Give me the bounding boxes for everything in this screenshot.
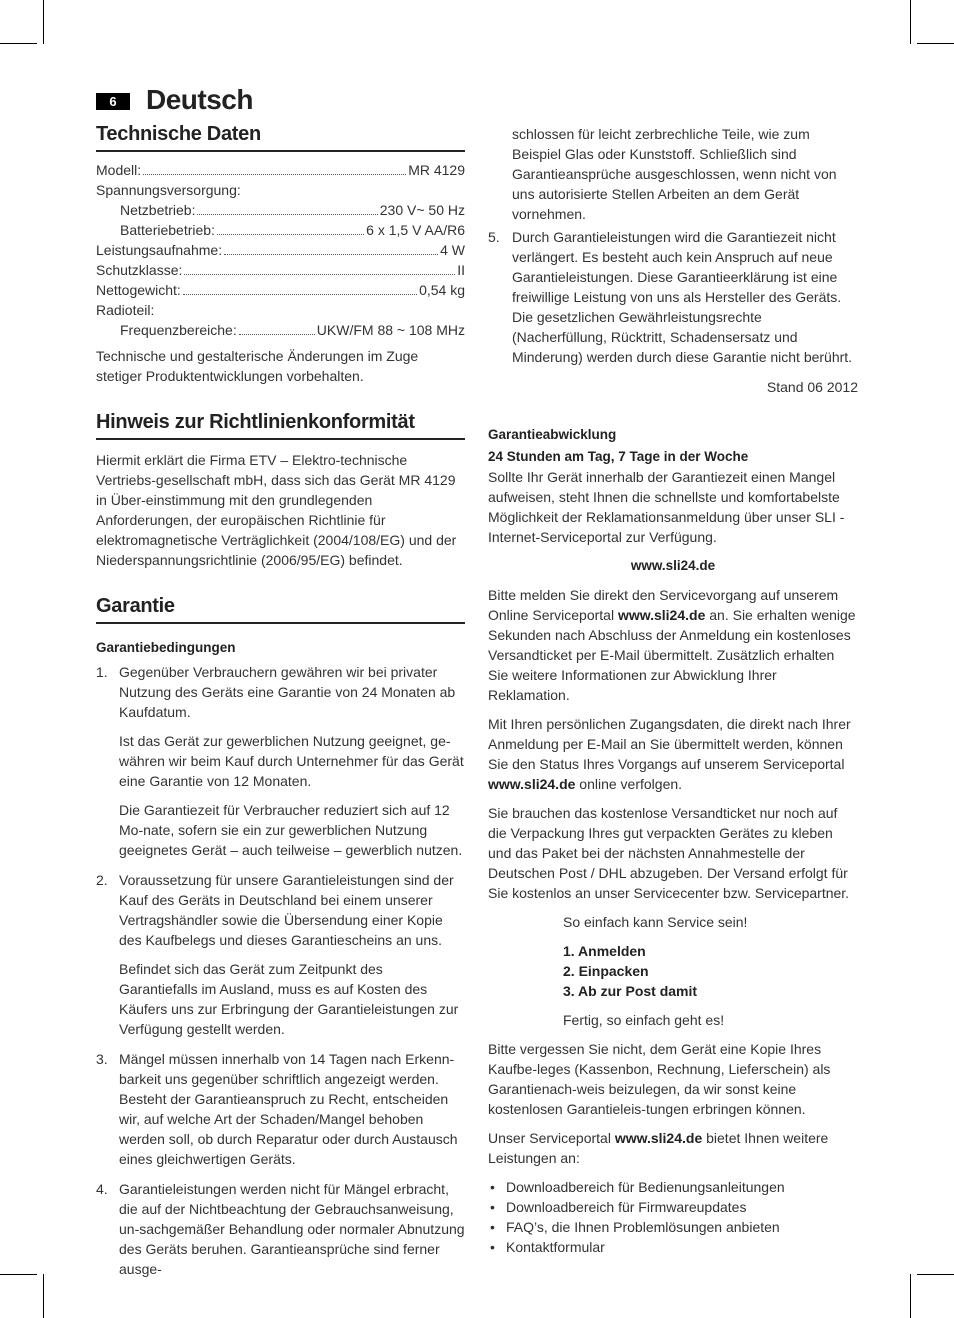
handling-paragraph: [488, 1128, 858, 1168]
list-item: [96, 1049, 465, 1169]
spec-value: 0,54 kg: [419, 282, 465, 298]
text: online verfolgen.: [575, 776, 683, 792]
item-number: 3.: [96, 1051, 108, 1067]
handling-subtitle: 24 Stunden am Tag, 7 Tage in der Woche: [488, 449, 749, 464]
spec-row: [96, 160, 465, 180]
text: Mit Ihren persönlichen Zugangsdaten, die direkt nach Ihrer Anmeldung per E-Mail an Sie übermittelt werden, können Sie den Status Ihres Vorgangs auf unserem Serviceportal: [488, 716, 851, 772]
handling-paragraph: [488, 585, 858, 705]
service-link[interactable]: www.sli24.de: [614, 1130, 703, 1146]
warranty-heading: Garantie: [96, 592, 465, 624]
crop-mark: [0, 1274, 37, 1275]
item-paragraph: Gegenüber Verbrauchern gewähren wir bei privater Nutzung des Geräts eine Garantie von 24 Monaten ab Kaufdatum.: [119, 664, 456, 720]
crop-mark: [0, 43, 37, 44]
item-paragraph: Ist das Gerät zur gewerblichen Nutzung geeignet, ge-währen wir beim Kauf durch Unternehmer für das Gerät eine Garantie von 12 Monaten.: [119, 733, 464, 789]
list-item: • FAQ’s, die Ihnen Problemlösungen anbieten: [488, 1217, 858, 1237]
crop-mark: [910, 1274, 911, 1318]
conformity-heading: Hinweis zur Richtlinienkonformität: [96, 408, 465, 440]
dot-leader: [217, 234, 364, 235]
item-number: 2.: [96, 872, 108, 888]
warranty-conditions-list: [96, 662, 465, 1279]
spec-row: [96, 240, 465, 260]
spec-value: 230 V~ 50 Hz: [379, 202, 465, 218]
spec-value: 6 x 1,5 V AA/R6: [366, 222, 465, 238]
spec-label: Modell:: [96, 162, 142, 178]
crop-mark: [917, 43, 954, 44]
dot-leader: [197, 214, 377, 215]
crop-mark: [43, 0, 44, 44]
spec-label: Radioteil:: [96, 302, 155, 318]
list-item: • Downloadbereich für Firmwareupdates: [488, 1197, 858, 1217]
crop-mark: [917, 1274, 954, 1275]
language-title: Deutsch: [146, 84, 253, 115]
spec-label: Spannungsversorgung:: [96, 182, 241, 198]
list-item: [488, 227, 858, 367]
handling-paragraph: Bitte vergessen Sie nicht, dem Gerät eine Kopie Ihres Kaufbe-leges (Kassenbon, Rechnung, Lieferschein) als Garantienach-weis beizulegen, da wir sonst keine kostenlosen Garantieleis-tungen erbringen können.: [488, 1041, 831, 1117]
item-number: 5.: [488, 229, 500, 245]
service-link[interactable]: www.sli24.de: [617, 607, 706, 623]
dot-leader: [184, 274, 455, 275]
spec-label: Leistungsaufnahme:: [96, 242, 223, 258]
conformity-text: Hiermit erklärt die Firma ETV – Elektro-technische Vertriebs-gesellschaft mbH, dass sich das Gerät MR 4129 in Über-einstimmung mit den grundlegenden Anforderungen, der europäischen Richtlinie für elektromagnetische Verträglichkeit (2004/108/EG) und der Niederspannungsrichtlinie (2006/95/EG) befindet.: [96, 452, 457, 568]
step-item: 2. Einpacken: [563, 963, 649, 979]
list-item: [96, 1179, 465, 1279]
stand-date: Stand 06 2012: [766, 379, 858, 395]
spec-row: [96, 220, 465, 240]
list-item: [96, 662, 465, 860]
spec-row: [96, 320, 465, 340]
steps-list: [488, 941, 858, 1001]
spec-value: 4 W: [440, 242, 465, 258]
spec-row: [96, 200, 465, 220]
dot-leader: [224, 254, 438, 255]
text: bietet Ihnen weitere Leistungen an:: [488, 1130, 829, 1166]
crop-mark: [910, 0, 911, 44]
item-number: 1.: [96, 664, 108, 680]
list-item: • Kontaktformular: [488, 1237, 858, 1257]
spec-value: II: [457, 262, 465, 278]
spec-row: [96, 180, 465, 200]
warranty-section: [96, 592, 465, 1279]
spec-value: MR 4129: [408, 162, 465, 178]
item-paragraph: Befindet sich das Gerät zum Zeitpunkt des Garantiefalls im Ausland, muss es auf Kosten des Käufers uns zur Erbringung der Garantieleistungen zur Verfügung gestellt werden.: [119, 961, 459, 1037]
spec-label: Netzbetrieb:: [120, 202, 196, 218]
text: Unser Serviceportal: [488, 1130, 615, 1146]
step-item: 3. Ab zur Post damit: [563, 983, 698, 999]
spec-row: [96, 280, 465, 300]
handling-paragraph: Sie brauchen das kostenlose Versandticket nur noch auf die Verpackung Ihres gut verpackten Gerätes zu kleben und das Paket bei der nächsten Annahmestelle der Deutschen Post / DHL abzugeben. Der Versand erfolgt für Sie kostenlos an unser Servicecenter bzw. Servicepartner.: [488, 805, 850, 901]
service-link[interactable]: www.sli24.de: [488, 776, 576, 792]
easy-intro: So einfach kann Service sein!: [563, 914, 748, 930]
handling-paragraph: [488, 714, 858, 794]
text: an. Sie erhalten wenige Sekunden nach Abschluss der Anmeldung ein kostenloses Versandticket per E-Mail übermittelt. Zusätzlich erhalten Sie weitere Informationen zur Abwicklung Ihrer Reklamation.: [488, 607, 856, 703]
tech-note: Technische und gestalterische Änderungen im Zuge stetiger Produktentwicklungen vorbehalten.: [96, 348, 419, 384]
item-paragraph: Die Garantiezeit für Verbraucher reduziert sich auf 12 Mo-nate, sofern sie ein zur gewerblichen Nutzung geeignetes Gerät – auch teilweise – gewerblich nutzen.: [119, 802, 463, 858]
services-list: [488, 1177, 858, 1257]
service-url: www.sli24.de: [630, 558, 716, 573]
step-item: 1. Anmelden: [563, 943, 646, 959]
crop-mark: [43, 1274, 44, 1318]
tech-heading: Technische Daten: [96, 120, 465, 152]
dot-leader: [239, 334, 315, 335]
item-paragraph: Garantieleistungen werden nicht für Mängel erbracht, die auf der Nichtbeachtung der Gebrauchsanweisung, un-sachgemäßer Behandlung oder normaler Abnutzung des Geräts beruhen. Garantieansprüche sind ferner ausge-: [119, 1181, 465, 1277]
text: Bitte melden Sie direkt den Servicevorgang auf unserem Online Serviceportal: [488, 587, 839, 623]
spec-row: [96, 260, 465, 280]
spec-label: Nettogewicht:: [96, 282, 181, 298]
item4-continued: schlossen für leicht zerbrechliche Teile, wie zum Beispiel Glas oder Kunststoff. Schließlich sind Garantieansprüche ausgeschlossen, wenn nicht von uns autorisierte Stellen Arbeiten an dem Gerät vornehmen.: [512, 126, 837, 222]
spec-list: [96, 160, 465, 340]
spec-label: Batteriebetrieb:: [120, 222, 215, 238]
dot-leader: [143, 174, 406, 175]
dot-leader: [183, 294, 417, 295]
spec-label: Frequenzbereiche:: [120, 322, 237, 338]
spec-label: Schutzklasse:: [96, 262, 183, 278]
handling-title: Garantieabwicklung: [488, 427, 617, 442]
item-paragraph: Voraussetzung für unsere Garantieleistungen sind der Kauf des Geräts in Deutschland bei einem unserer Vertragshändler sowie die Übersendung einer Kopie des Kaufbelegs und dieses Garantiescheins an uns.: [119, 872, 454, 948]
page-number: 6: [96, 93, 130, 110]
list-item: • Downloadbereich für Bedienungsanleitungen: [488, 1177, 858, 1197]
warranty-subheading: Garantiebedingungen: [96, 640, 236, 655]
spec-value: UKW/FM 88 ~ 108 MHz: [316, 322, 465, 338]
handling-intro: Sollte Ihr Gerät innerhalb der Garantiezeit einen Mangel aufweisen, steht Ihnen die schnellste und komfortabelste Möglichkeit der Reklamationsanmeldung über unser SLI - Internet-Serviceportal zur Verfügung.: [488, 469, 845, 545]
easy-outro: Fertig, so einfach geht es!: [563, 1012, 725, 1028]
list-item: [96, 870, 465, 1039]
left-column: [96, 120, 465, 1289]
right-column: [488, 124, 858, 1257]
spec-row: [96, 300, 465, 320]
item-paragraph: Mängel müssen innerhalb von 14 Tagen nach Erkenn-barkeit uns gegenüber schriftlich angezeigt werden. Besteht der Garantieanspruch zu Recht, entscheiden wir, auf welche Art der Schaden/Mangel behoben werden soll, ob durch Reparatur oder durch Austausch eines gleichwertigen Geräts.: [119, 1051, 458, 1167]
item-number: 4.: [96, 1181, 108, 1197]
conformity-section: [96, 408, 465, 570]
item-paragraph: Durch Garantieleistungen wird die Garantiezeit nicht verlängert. Es besteht auch kein Anspruch auf neue Garantieleistungen. Diese Garantieerklärung ist eine freiwillige Leistung von uns als Hersteller des Geräts. Die gesetzlichen Gewährleistungsrechte (Nacherfüllung, Rücktritt, Schadensersatz und Minderung) werden durch diese Garantie nicht berührt.: [512, 229, 853, 365]
